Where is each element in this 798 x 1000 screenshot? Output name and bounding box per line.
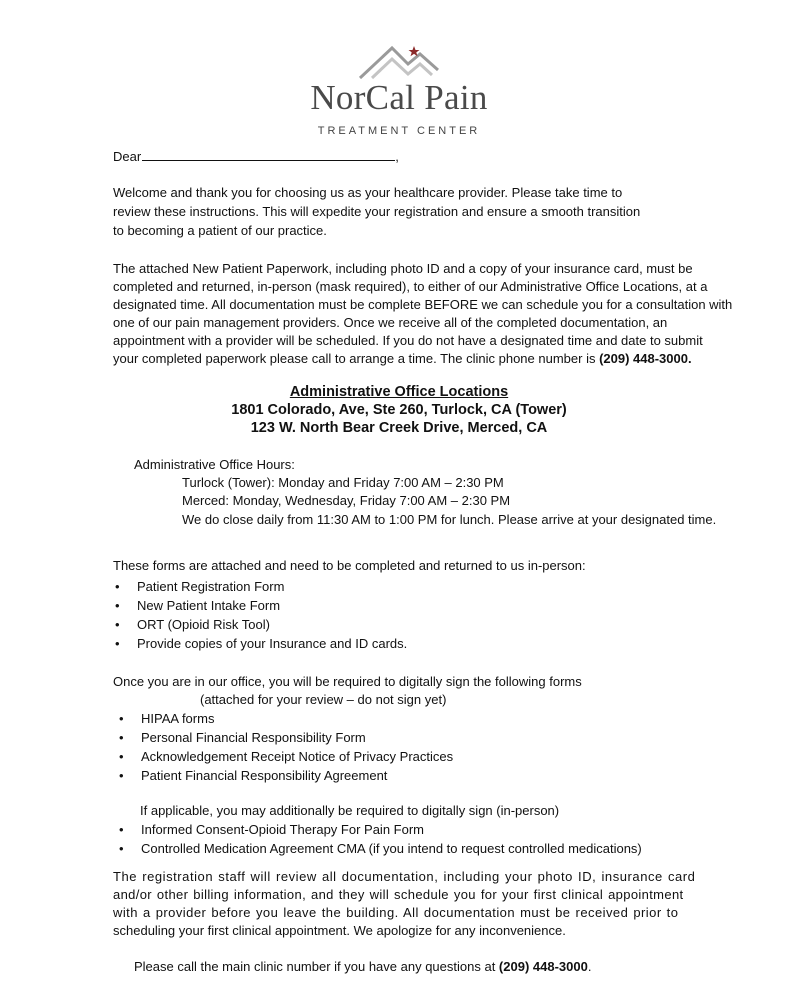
hours-turlock: Turlock (Tower): Monday and Friday 7:00 AM – 2:30 PM <box>182 475 504 490</box>
paperwork-line-6 <box>113 350 692 368</box>
paperwork-line-1: The attached New Patient Paperwork, including photo ID and a copy of your insurance card, must be <box>113 261 693 276</box>
review-line-1: The registration staff will review all documentation, including your photo ID, insurance card <box>113 869 696 884</box>
list-item: • ORT (Opioid Risk Tool) <box>113 615 407 634</box>
intro-line-2: review these instructions. This will expedite your registration and ensure a smooth transition <box>113 204 641 219</box>
closing-phone: (209) 448-3000 <box>498 959 588 974</box>
locations-heading: Administrative Office Locations <box>289 384 509 400</box>
location-turlock: 1801 Colorado, Ave, Ste 260, Turlock, CA (Tower) <box>231 402 567 418</box>
review-line-4: scheduling your first clinical appointment. We apologize for any inconvenience. <box>113 923 566 938</box>
hours-label: Administrative Office Hours: <box>134 457 295 472</box>
list-item: • Provide copies of your Insurance and ID cards. <box>113 634 407 653</box>
attached-forms-intro: These forms are attached and need to be completed and returned to us in-person: <box>113 558 586 573</box>
sign-forms-intro: Once you are in our office, you will be required to digitally sign the following forms <box>113 674 582 689</box>
applicable-forms-intro: If applicable, you may additionally be required to digitally sign (in-person) <box>140 803 560 818</box>
paperwork-line-6-text: your completed paperwork please call to arrange a time. The clinic phone number is <box>113 351 600 366</box>
clinic-phone: (209) 448-3000. <box>599 351 692 366</box>
name-blank-line <box>142 148 395 161</box>
list-item: • Patient Financial Responsibility Agreement <box>117 766 453 785</box>
closing-text: Please call the main clinic number if you have any questions at <box>134 959 499 974</box>
hours-merced: Merced: Monday, Wednesday, Friday 7:00 AM – 2:30 PM <box>182 493 511 508</box>
closing-period: . <box>587 959 592 974</box>
attached-forms-list <box>113 577 407 653</box>
list-item: • Personal Financial Responsibility Form <box>117 728 453 747</box>
dear-label: Dear <box>113 149 142 164</box>
paperwork-line-3: designated time. All documentation must be complete BEFORE we can schedule you for a consultation with <box>113 297 733 312</box>
list-item: • Controlled Medication Agreement CMA (if you intend to request controlled medications) <box>117 839 642 858</box>
dear-comma: , <box>395 149 399 164</box>
list-item: • HIPAA forms <box>117 709 453 728</box>
logo-name: NorCal Pain <box>310 78 488 117</box>
sign-forms-note: (attached for your review – do not sign yet) <box>200 692 447 707</box>
mountain-logo-icon <box>358 44 440 80</box>
review-line-2: and/or other billing information, and they will schedule you for your first clinical appointment <box>113 887 684 902</box>
list-item: • Informed Consent-Opioid Therapy For Pain Form <box>117 820 642 839</box>
logo-subtitle: TREATMENT CENTER <box>317 125 481 137</box>
list-item: • Acknowledgement Receipt Notice of Privacy Practices <box>117 747 453 766</box>
sign-forms-list <box>117 709 453 785</box>
applicable-forms-list <box>117 820 642 858</box>
list-item: • Patient Registration Form <box>113 577 407 596</box>
intro-line-1: Welcome and thank you for choosing us as your healthcare provider. Please take time to <box>113 185 623 200</box>
paperwork-line-2: completed and returned, in-person (mask required), to either of our Administrative Office Locations, at a <box>113 279 708 294</box>
closing-line <box>134 958 591 976</box>
list-item: • New Patient Intake Form <box>113 596 407 615</box>
location-merced: 123 W. North Bear Creek Drive, Merced, CA <box>250 420 548 436</box>
review-line-3: with a provider before you leave the building. All documentation must be received prior to <box>113 905 679 920</box>
hours-lunch: We do close daily from 11:30 AM to 1:00 PM for lunch. Please arrive at your designated time. <box>182 512 717 527</box>
intro-line-3: to becoming a patient of our practice. <box>113 223 327 238</box>
paperwork-line-4: one of our pain management providers. Once we receive all of the completed documentation, an <box>113 315 668 330</box>
paperwork-line-5: appointment with a provider will be scheduled. If you do not have a designated time and date to submit <box>113 333 703 348</box>
greeting-line <box>113 148 399 166</box>
